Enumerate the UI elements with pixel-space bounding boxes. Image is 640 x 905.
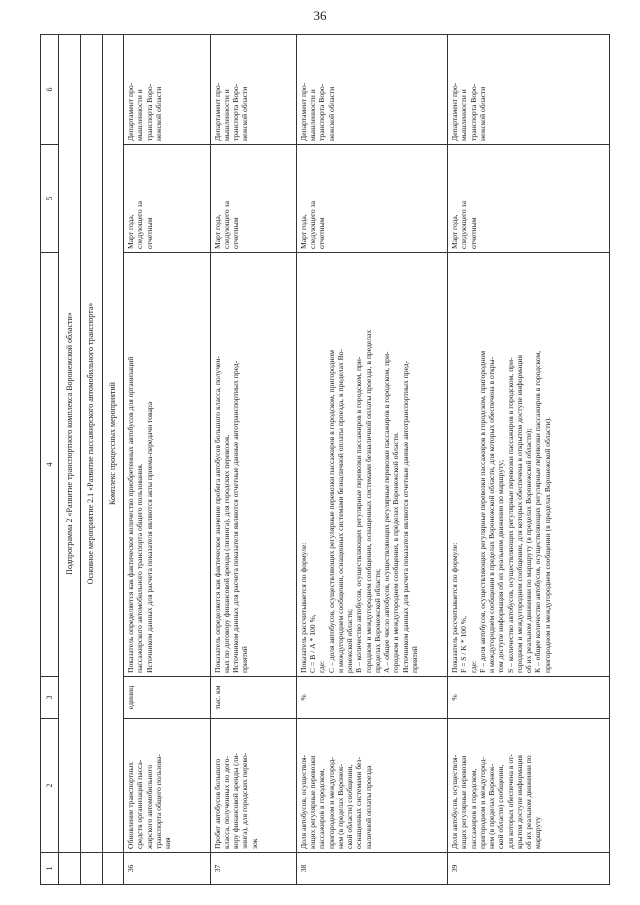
calculation-method-line: С – доля автобусов, осуществляющих регулярные перевозки пассажиров в городском, пригородном bbox=[326, 350, 336, 673]
column-number: 5 bbox=[41, 145, 59, 253]
indicator-name-line: ской области) сообщении, bbox=[345, 764, 355, 849]
table-row bbox=[448, 35, 610, 885]
calculation-method-line: пригородном и междугороднем сообщении (в пределах Воронежской области). bbox=[542, 416, 552, 673]
calculation-method-line: К – общее количество автобусов, осуществляющих регулярные перевозки пассажиров в городском, bbox=[533, 350, 543, 673]
calculation-method-line: Показатель определяется как фактическое количество приобретенных автобусов для организаций bbox=[126, 356, 136, 673]
reporting-term-line: следующего за bbox=[135, 201, 145, 249]
calculation-method-line: городном и междугороднем сообщении, в пределах Воронежской области. bbox=[391, 432, 401, 673]
responsible-body-line: нежской области bbox=[326, 86, 336, 141]
measure-title: Основное мероприятие 2.1 «Развитие пассажирского автомобильного транспорта» bbox=[80, 35, 102, 853]
calculation-method-line: приятий bbox=[409, 646, 419, 673]
calculation-method-line: Источником данных для расчета показателя являются отчетные данные автотранспортных пред- bbox=[400, 360, 410, 673]
reporting-term bbox=[448, 145, 610, 253]
calculation-method-line: об их реальном движении по маршруту (в пределах Воронежской области); bbox=[524, 428, 534, 673]
column-number: 6 bbox=[41, 35, 59, 145]
indicator-name-line: ющих регулярные перевозки bbox=[459, 755, 469, 849]
responsible-body-line: нежской области bbox=[477, 86, 487, 141]
complex-title: Комплекс процессных мероприятий bbox=[102, 35, 124, 853]
indicator-name-line: класса, полученных по дого- bbox=[221, 756, 231, 849]
calculation-method bbox=[296, 253, 447, 677]
rotated-table-container bbox=[40, 35, 610, 885]
indicator-name-line: ющих регулярные перевозки bbox=[308, 755, 318, 849]
calculation-method-line: S – количество автобусов, осуществляющих регулярные перевозки пассажиров в городском, при- bbox=[505, 357, 515, 673]
row-number: 39 bbox=[448, 853, 610, 885]
row-number: 38 bbox=[296, 853, 447, 885]
responsible-body-line: транспорта Воро- bbox=[317, 83, 327, 141]
calculation-method-line: приятий bbox=[240, 646, 250, 673]
calculation-method-line: Источником данных для расчета показателя являются акты приема-передачи товара bbox=[144, 401, 154, 673]
subprogram-title: Подпрограмма 2 «Развитие транспортного комплекса Воронежской области» bbox=[59, 35, 81, 853]
reporting-term-line: Март года, bbox=[212, 214, 222, 249]
indicator-name-line: пассажиров в городском, bbox=[317, 768, 327, 849]
responsible-body-line: мышленности и bbox=[308, 89, 318, 141]
indicator-name-line: нем (в пределах Воронеж- bbox=[335, 763, 345, 849]
reporting-term bbox=[296, 145, 447, 253]
calculation-method-line: С = В / А * 100 %, bbox=[308, 614, 318, 673]
reporting-term-line: следующего за bbox=[221, 201, 231, 249]
unit-of-measure: тыс. км bbox=[210, 677, 296, 719]
responsible-body-line: Департамент про- bbox=[212, 82, 222, 141]
indicator-name-line: транспорта общего пользова- bbox=[153, 754, 163, 849]
responsible-body-line: Департамент про- bbox=[298, 82, 308, 141]
responsible-body-line: мышленности и bbox=[135, 89, 145, 141]
indicator-name-line: пассажиров в городском, bbox=[468, 768, 478, 849]
calculation-method-line: ных по договору финансовой аренды (лизинга), для городских перевозок. bbox=[221, 434, 231, 673]
row-number: 36 bbox=[124, 853, 210, 885]
indicator-name-line: зинга), для городских перево- bbox=[240, 752, 250, 849]
responsible-body-line: нежской области bbox=[240, 86, 250, 141]
page-number: 36 bbox=[313, 8, 327, 23]
indicator-name-line: для которых обеспечена в от- bbox=[505, 754, 515, 849]
indicator-name bbox=[296, 719, 447, 853]
indicator-name-line: Доля автобусов, осуществля- bbox=[450, 754, 460, 849]
indicator-name-line: вору финансовой аренды (ли- bbox=[231, 752, 240, 849]
calculation-method-line: где: bbox=[468, 660, 478, 673]
indicator-name-line: об их реальном движении по bbox=[524, 755, 534, 849]
calculation-method-line: Показатель рассчитывается по формуле: bbox=[450, 542, 460, 673]
responsible-body-line: нежской области bbox=[153, 86, 163, 141]
calculation-method-line: А – общее число автобусов, осуществляющих регулярные перевозки пассажиров в городском, при- bbox=[382, 351, 392, 673]
indicator-name bbox=[448, 719, 610, 853]
indicator-name bbox=[124, 719, 210, 853]
indicator-name-line: пригородном и междугород- bbox=[326, 757, 336, 849]
unit-of-measure: % bbox=[448, 677, 610, 719]
responsible-body-line: транспорта Воро- bbox=[144, 83, 154, 141]
indicator-name-line: пригородном и междугород- bbox=[477, 757, 487, 849]
responsible-body-line: мышленности и bbox=[221, 89, 231, 141]
responsible-body bbox=[210, 35, 296, 145]
reporting-term-line: следующего за bbox=[308, 201, 318, 249]
responsible-body-line: Департамент про- bbox=[126, 82, 136, 141]
calculation-method-line: F = S / K * 100 %, bbox=[459, 615, 469, 673]
calculation-method-line: и междугороднем сообщении в пределах Воронежской области, для которых обеспечена в откры- bbox=[487, 356, 497, 673]
calculation-method-line: F – доля автобусов, осуществляющих регулярные перевозки пассажиров в городском, пригородном bbox=[477, 350, 487, 673]
reporting-term-line: Март года, bbox=[298, 214, 308, 249]
indicator-name-line: средств организаций пасса- bbox=[135, 759, 145, 849]
indicator-name-line: наличной оплаты проезда bbox=[363, 765, 373, 849]
responsible-body-line: Департамент про- bbox=[450, 82, 460, 141]
row-number: 37 bbox=[210, 853, 296, 885]
responsible-body bbox=[448, 35, 610, 145]
indicator-name-line: жирского автомобильного bbox=[144, 764, 154, 849]
responsible-body-line: мышленности и bbox=[459, 89, 469, 141]
calculation-method bbox=[124, 253, 210, 677]
reporting-term bbox=[124, 145, 210, 253]
indicator-name-line: Пробег автобусов большого bbox=[212, 758, 222, 849]
indicator-name-line: зок bbox=[249, 838, 259, 849]
unit-of-measure: единиц bbox=[124, 677, 210, 719]
responsible-body bbox=[124, 35, 210, 145]
indicator-table bbox=[40, 34, 610, 885]
calculation-method-line: где: bbox=[317, 660, 327, 673]
reporting-term-line: Март года, bbox=[450, 214, 460, 249]
calculation-method-line: пределах Воронежской области; bbox=[372, 568, 382, 673]
calculation-method-line: пассажирского автомобильного транспорта общего пользования. bbox=[135, 463, 145, 673]
indicator-name-line: маршруту bbox=[533, 816, 543, 849]
reporting-term-line: Март года, bbox=[126, 214, 136, 249]
indicator-name-line: Обновление транспортных bbox=[126, 761, 136, 849]
reporting-term-line: отчетным bbox=[468, 217, 478, 249]
reporting-term-line: отчетным bbox=[231, 217, 240, 249]
column-number: 1 bbox=[41, 853, 59, 885]
table-row bbox=[124, 35, 210, 885]
responsible-body-line: транспорта Воро- bbox=[231, 83, 240, 141]
indicator-name-line: крытом доступе информация bbox=[514, 754, 524, 849]
unit-of-measure: % bbox=[296, 677, 447, 719]
calculation-method-line: Показатель определяется как фактическое значение пробега автобусов большого класса, получен- bbox=[212, 356, 222, 673]
indicator-name-line: оснащенных системами без- bbox=[354, 756, 364, 849]
calculation-method bbox=[448, 253, 610, 677]
calculation-method-line: том доступе информация об их реальном движении по маршруту; bbox=[496, 459, 506, 673]
indicator-name bbox=[210, 719, 296, 853]
indicator-name-line: нем (в пределах Воронеж- bbox=[487, 763, 497, 849]
indicator-name-line: ской области) сообщении, bbox=[496, 764, 506, 849]
reporting-term-line: отчетным bbox=[144, 217, 154, 249]
responsible-body-line: транспорта Воро- bbox=[468, 83, 478, 141]
column-number-row bbox=[41, 35, 59, 885]
reporting-term bbox=[210, 145, 296, 253]
table-row bbox=[296, 35, 447, 885]
responsible-body bbox=[296, 35, 447, 145]
column-number: 4 bbox=[41, 253, 59, 677]
calculation-method-line: Показатель рассчитывается по формуле: bbox=[298, 542, 308, 673]
indicator-name-line: ния bbox=[163, 837, 173, 849]
column-number: 2 bbox=[41, 719, 59, 853]
calculation-method bbox=[210, 253, 296, 677]
column-number: 3 bbox=[41, 677, 59, 719]
calculation-method-line: Источником данных для расчета показателя являются отчетные данные автотранспортных пред- bbox=[231, 360, 240, 673]
calculation-method-line: и междугороднем сообщении, оснащенных системами безналичной оплаты проезда, в пределах Во- bbox=[335, 348, 345, 673]
indicator-name-line: Доля автобусов, осуществля- bbox=[298, 754, 308, 849]
calculation-method-line: городном и междугороднем сообщении, для которых обеспечена в открытом доступе информация bbox=[514, 355, 524, 673]
reporting-term-line: отчетным bbox=[317, 217, 327, 249]
calculation-method-line: В – количество автобусов, осуществляющих регулярные перевозки пассажиров в городском, при- bbox=[354, 356, 364, 673]
reporting-term-line: следующего за bbox=[459, 201, 469, 249]
table-row bbox=[210, 35, 296, 885]
calculation-method-line: городном и междугороднем сообщении, оснащенных системами безналичной оплаты проезда, в пределах bbox=[363, 329, 373, 673]
calculation-method-line: ронежской области; bbox=[345, 608, 355, 673]
